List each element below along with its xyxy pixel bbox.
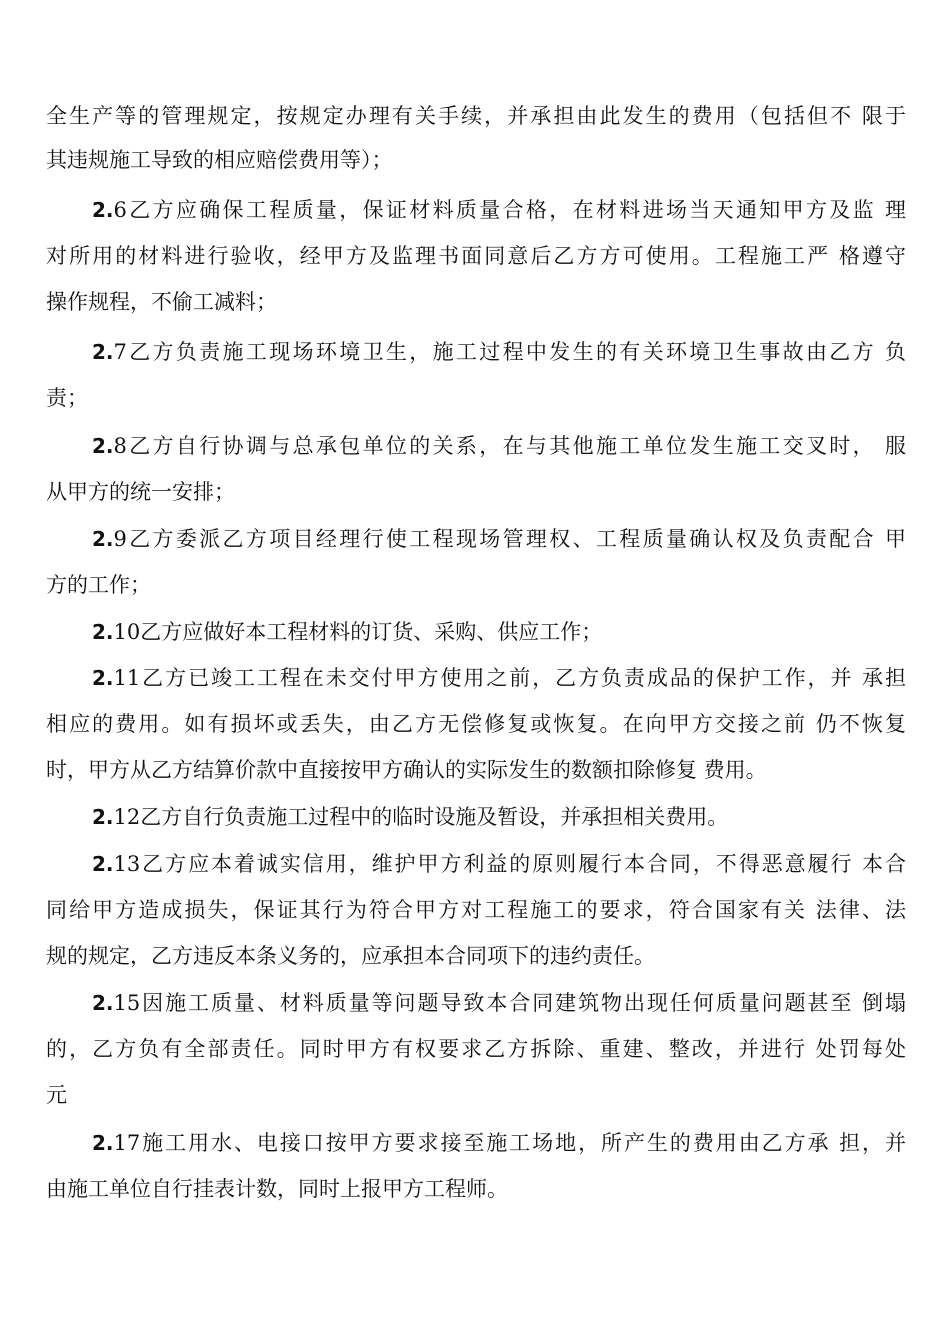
clause-2-8-line: 2.8乙方自行协调与总承包单位的关系，在与其他施工单位发生施工交叉时， 服	[92, 434, 906, 458]
clause-number: 2.	[92, 434, 114, 458]
clause-2-10-line: 2.10乙方应做好本工程材料的订货、采购、供应工作；	[92, 620, 603, 644]
clause-number: 2.	[92, 852, 114, 876]
text-line: 方的工作；	[46, 573, 151, 597]
clause-2-6-line: 2.6乙方应确保工程质量，保证材料质量合格，在材料进场当天通知甲方及监 理	[92, 198, 906, 222]
text-line: 从甲方的统一安排；	[46, 480, 235, 504]
clause-2-15-line: 2.15因施工质量、材料质量等问题导致本合同建筑物出现任何质量问题甚至 倒塌	[92, 991, 906, 1015]
clause-2-13-line: 2.13乙方应本着诚实信用，维护甲方利益的原则履行本合同，不得恶意履行 本合	[92, 852, 906, 876]
text-line: 相应的费用。如有损坏或丢失，由乙方无偿修复或恢复。在向甲方交接之前 仍不恢复	[46, 712, 906, 736]
clause-number: 2.	[92, 1131, 114, 1155]
text-line: 的，乙方负有全部责任。同时甲方有权要求乙方拆除、重建、整改，并进行 处罚每处	[46, 1037, 906, 1061]
text-line: 责；	[46, 386, 88, 410]
clause-number: 2.	[92, 805, 114, 829]
clause-number: 2.	[92, 991, 114, 1015]
clause-2-12-line: 2.12乙方自行负责施工过程中的临时设施及暂设，并承担相关费用。	[92, 805, 729, 829]
clause-2-9-line: 2.9乙方委派乙方项目经理行使工程现场管理权、工程质量确认权及负责配合 甲	[92, 527, 906, 551]
text-line: 时，甲方从乙方结算价款中直接按甲方确认的实际发生的数额扣除修复 费用。	[46, 758, 767, 782]
clause-number: 2.	[92, 666, 114, 690]
clause-number: 2.	[92, 527, 114, 551]
text-line: 元	[46, 1083, 67, 1107]
clause-2-11-line: 2.11乙方已竣工工程在未交付甲方使用之前，乙方负责成品的保护工作，并 承担	[92, 666, 906, 690]
text-line: 其违规施工导致的相应赔偿费用等）；	[46, 148, 393, 172]
text-line: 同给甲方造成损失，保证其行为符合甲方对工程施工的要求，符合国家有关 法律、法	[46, 898, 906, 922]
clause-number: 2.	[92, 198, 114, 222]
clause-number: 2.	[92, 340, 114, 364]
text-line: 规的规定，乙方违反本条义务的，应承担本合同项下的违约责任。	[46, 944, 655, 968]
clause-number: 2.	[92, 620, 114, 644]
text-line: 全生产等的管理规定，按规定办理有关手续，并承担由此发生的费用（包括但不 限于	[46, 104, 906, 128]
text-line: 由施工单位自行挂表计数，同时上报甲方工程师。	[46, 1177, 508, 1201]
clause-2-7-line: 2.7乙方负责施工现场环境卫生，施工过程中发生的有关环境卫生事故由乙方 负	[92, 340, 906, 364]
clause-2-17-line: 2.17施工用水、电接口按甲方要求接至施工场地，所产生的费用由乙方承 担，并	[92, 1131, 906, 1155]
text-line: 对所用的材料进行验收，经甲方及监理书面同意后乙方方可使用。工程施工严 格遵守	[46, 244, 906, 268]
text-line: 操作规程，不偷工减料；	[46, 290, 277, 314]
